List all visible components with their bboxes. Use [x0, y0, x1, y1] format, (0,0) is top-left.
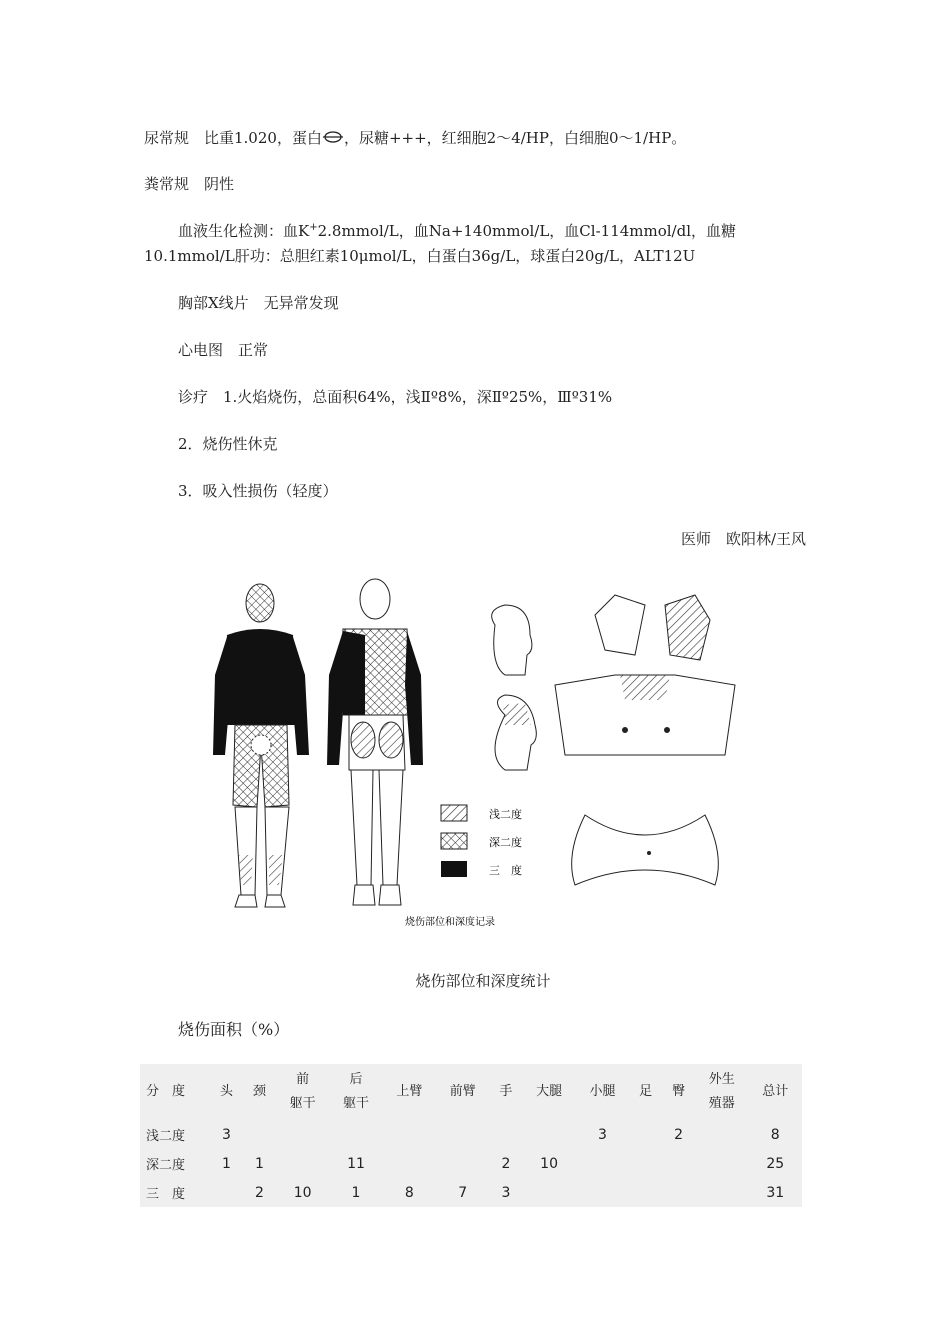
table-cell: 31 [766, 1184, 785, 1201]
table-row [140, 1178, 802, 1207]
table-cell: 1 [254, 1155, 264, 1172]
table-cell [695, 1120, 748, 1149]
table-header-cell: 前 躯干 [289, 1072, 316, 1111]
table-header-cell: 前臂 [449, 1084, 476, 1099]
table-cell [383, 1149, 436, 1178]
table-header-cell: 总计 [762, 1084, 789, 1099]
table-cell: 2 [674, 1126, 684, 1143]
table-cell [695, 1149, 748, 1178]
table-cell: 10 [540, 1155, 558, 1172]
table-header-row [140, 1064, 802, 1120]
diagnosis-1: 诊疗 1.火焰烧伤，总面积64%，浅Ⅱº8%，深Ⅱº25%，Ⅲº31% [178, 388, 613, 406]
burn-chart-figure [205, 575, 745, 935]
table-cell [629, 1149, 662, 1178]
table-cell [210, 1178, 243, 1207]
table-cell: 2 [254, 1184, 264, 1201]
stool-routine: 粪常规 阴性 [144, 175, 235, 193]
table-cell [489, 1120, 522, 1149]
figure-caption: 烧伤部位和深度记录 [405, 917, 495, 928]
table-cell: 8 [404, 1184, 414, 1201]
table-header-cell: 大腿 [536, 1084, 563, 1099]
doctor-signature: 医师 欧阳林/王风 [680, 530, 806, 548]
table-cell: 深二度 [146, 1158, 186, 1173]
table-cell [662, 1178, 695, 1207]
table-cell: 1 [222, 1155, 231, 1172]
table-cell: 浅二度 [146, 1129, 186, 1144]
table-cell: 3 [598, 1126, 607, 1143]
table-cell [436, 1149, 489, 1178]
table-cell: 2 [501, 1155, 511, 1172]
table-header-cell: 足 [639, 1084, 653, 1099]
table-header-cell: 分 度 [146, 1084, 186, 1099]
urine-text-b: ，尿糖+++，红细胞2～4/HP，白细胞0～1/HP。 [343, 129, 687, 147]
urine-text-a: 尿常规 比重1.020，蛋白 [144, 129, 322, 147]
head-profile-figures [492, 605, 537, 770]
potassium-superscript: + [309, 222, 318, 233]
table-header-cell: 手 [499, 1084, 513, 1099]
burn-legend [441, 805, 522, 877]
table-row [140, 1120, 802, 1149]
front-body-figure [213, 584, 309, 907]
figure-title: 烧伤部位和深度统计 [415, 972, 551, 990]
legend-third: 三 度 [489, 864, 522, 877]
ecg: 心电图 正常 [178, 341, 269, 359]
legend-deep: 深二度 [489, 836, 522, 849]
table-cell: 11 [347, 1155, 365, 1172]
table-header-cell: 头 [219, 1084, 233, 1099]
table-row [140, 1149, 802, 1178]
table-cell [629, 1120, 662, 1149]
table-title: 烧伤面积（%） [178, 1020, 290, 1039]
diagnosis-3: 3．吸入性损伤（轻度） [178, 482, 338, 500]
table-cell: 10 [293, 1184, 312, 1201]
table-cell [576, 1149, 629, 1178]
table-cell: 25 [766, 1155, 785, 1172]
table-cell [662, 1149, 695, 1178]
table-body [140, 1120, 802, 1207]
legend-shallow: 浅二度 [489, 808, 522, 821]
table-cell: 8 [770, 1126, 780, 1143]
burn-area-table [140, 1064, 802, 1207]
blood-biochem-line2: 10.1mmol/L肝功：总胆红素10μmol/L，白蛋白36g/L，球蛋白20g/L，ALT12U [144, 247, 696, 265]
table-cell: 7 [458, 1184, 468, 1201]
table-cell: 三 度 [146, 1187, 186, 1202]
table-cell [329, 1120, 382, 1149]
table-cell [629, 1178, 662, 1207]
table-cell [436, 1120, 489, 1149]
diagnosis-2: 2．烧伤性休克 [178, 435, 278, 453]
table-cell: 3 [222, 1126, 231, 1143]
chest-xray: 胸部X线片 无异常发现 [178, 294, 339, 312]
table-cell [276, 1149, 329, 1178]
blood-text-b: 2.8mmol/L，血Na+140mmol/L，血Cl-114mmol/dl，血糖 [317, 222, 737, 240]
back-body-figure [327, 579, 423, 905]
hands-chest-figure [555, 595, 735, 885]
table-cell [276, 1120, 329, 1149]
blood-biochem-line1 [178, 219, 736, 243]
protein-symbol-icon [322, 130, 344, 144]
table-header-cell: 外生 殖器 [708, 1072, 735, 1111]
blood-text-a: 血液生化检测：血K [178, 222, 310, 240]
table-header-cell: 颈 [252, 1084, 266, 1099]
table-header-cell: 小腿 [589, 1084, 616, 1099]
table-cell [576, 1178, 629, 1207]
table-cell [522, 1178, 575, 1207]
table-header-cell: 臀 [672, 1084, 686, 1099]
table-cell: 3 [501, 1184, 511, 1201]
table-cell: 1 [351, 1184, 361, 1201]
table-cell [695, 1178, 748, 1207]
table-header-cell: 上臂 [396, 1084, 423, 1099]
table-cell [522, 1120, 575, 1149]
table-header-cell: 后 躯干 [342, 1072, 369, 1111]
table-cell [383, 1120, 436, 1149]
table-cell [243, 1120, 276, 1149]
urine-routine [144, 126, 686, 150]
